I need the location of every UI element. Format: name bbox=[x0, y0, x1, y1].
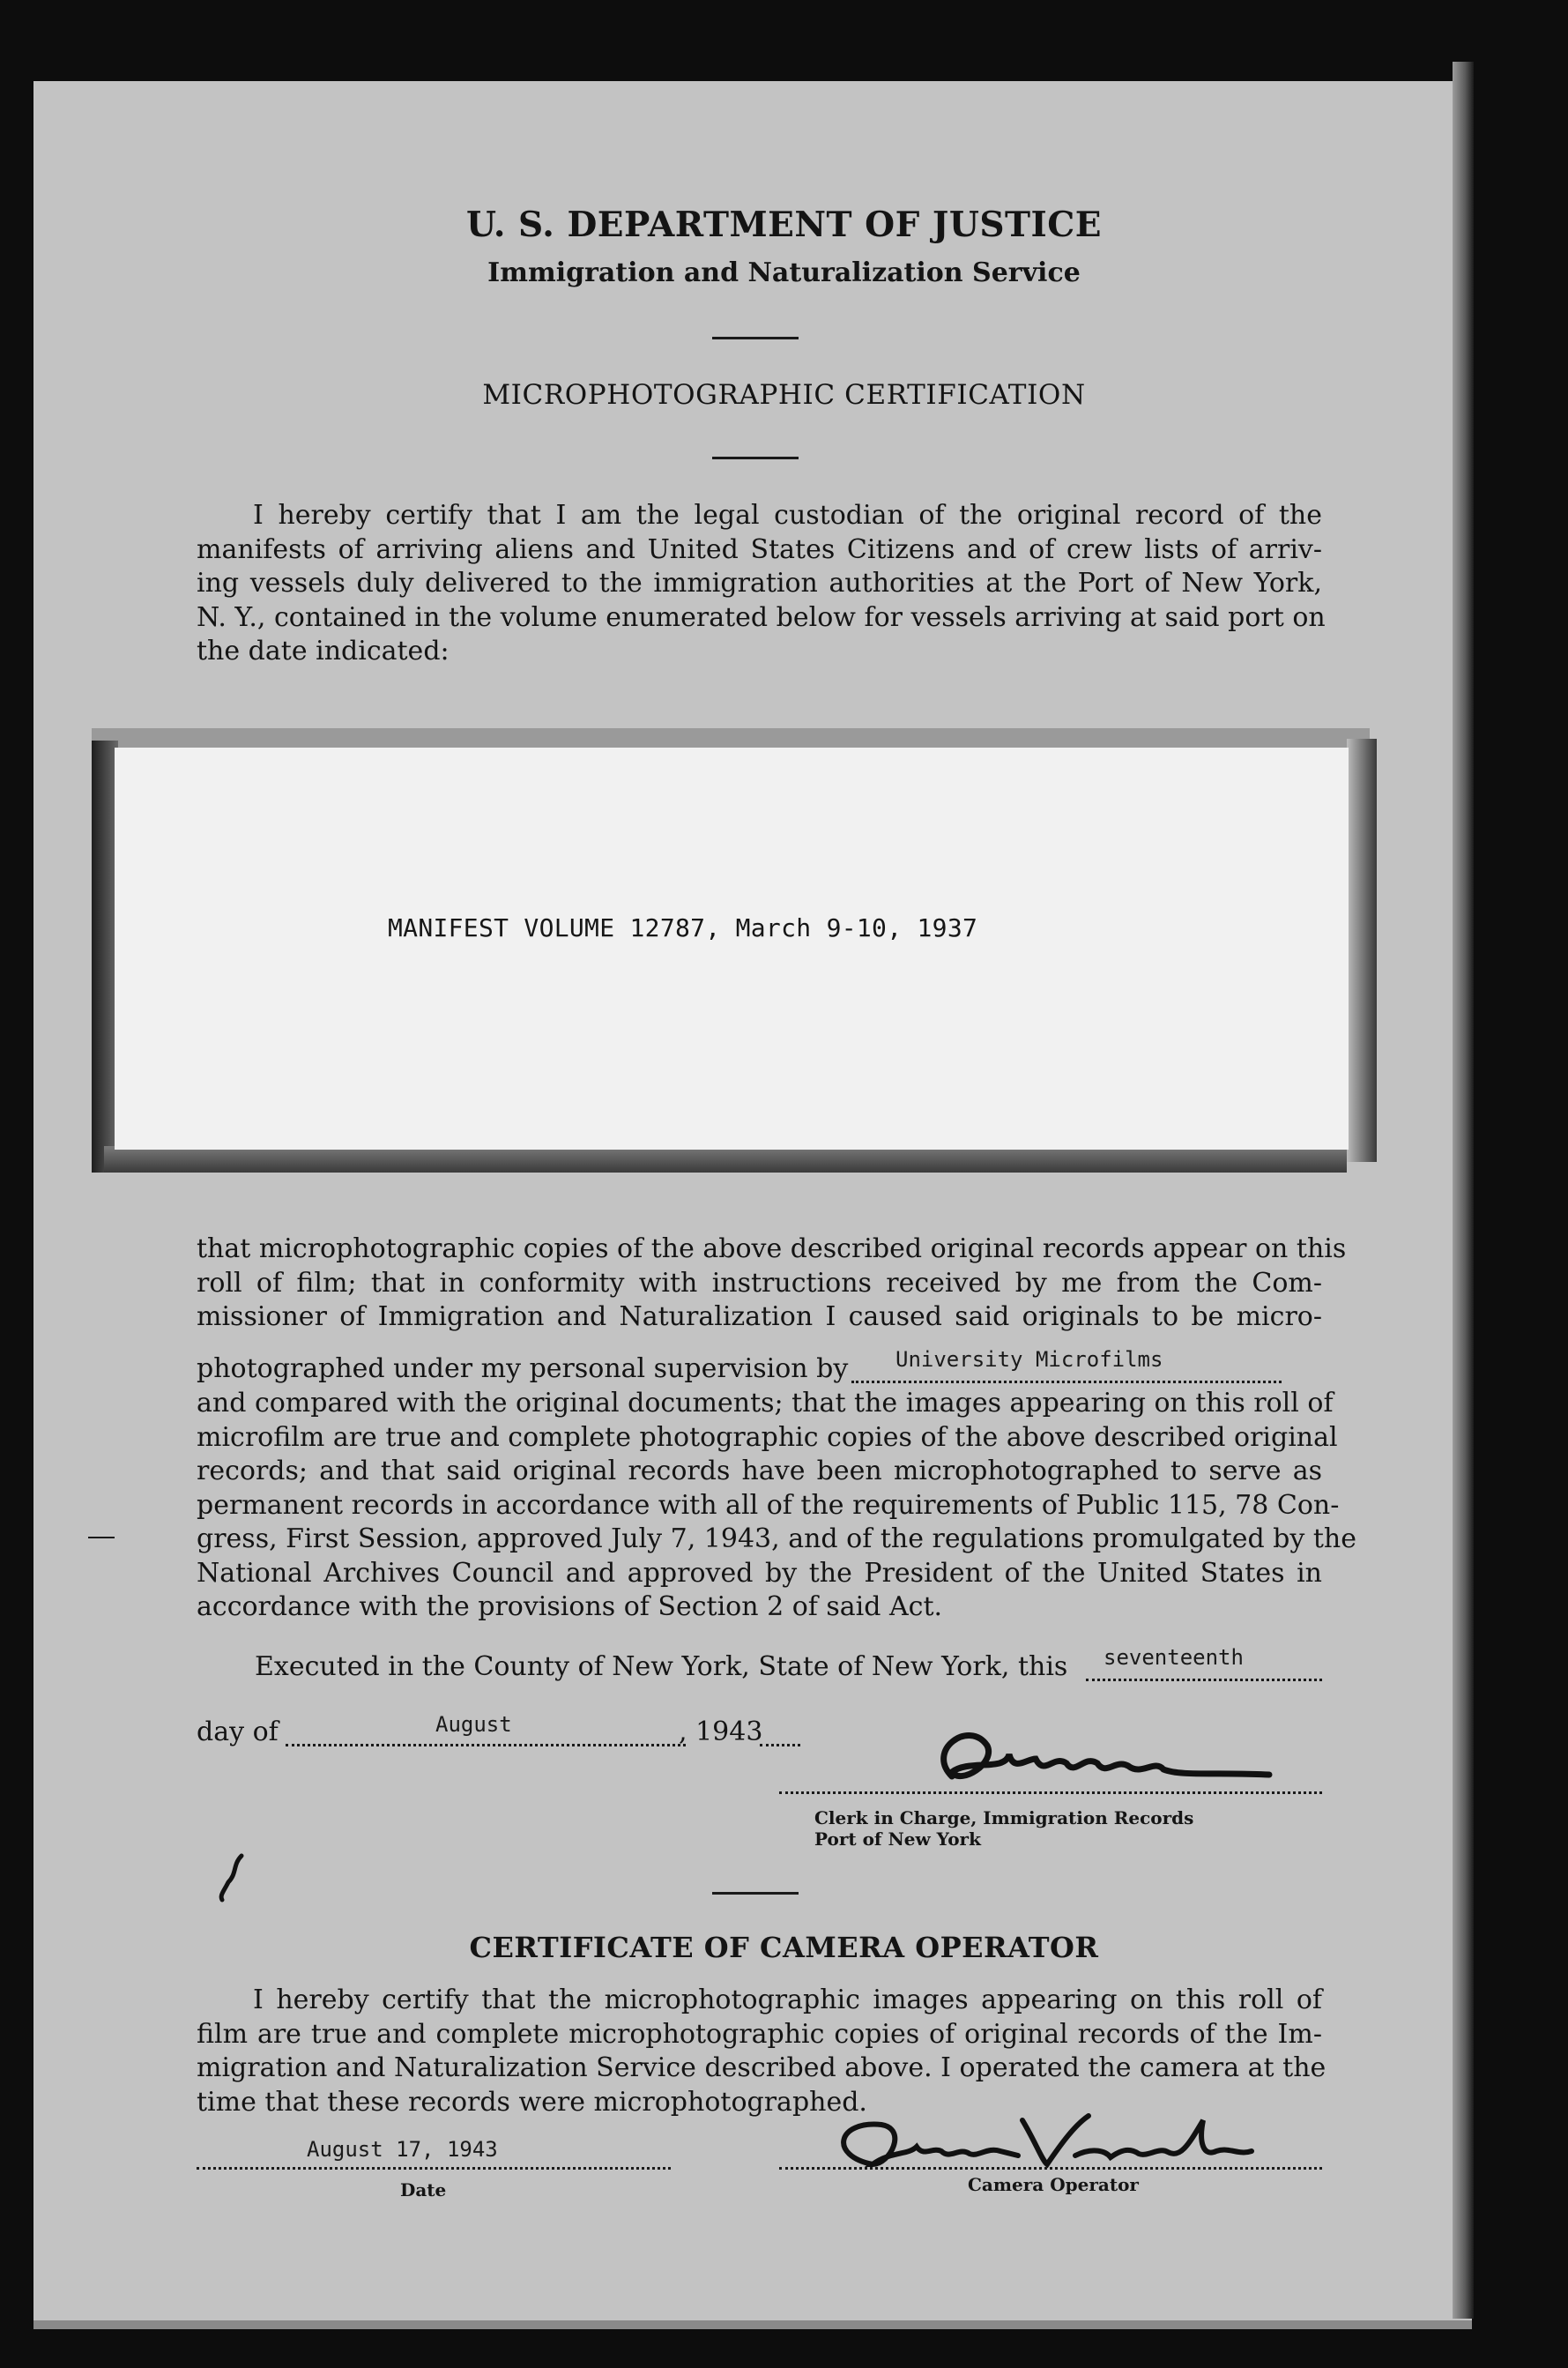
body-line: missioner of Immigration and Naturalization I caused said originals to be micro- bbox=[197, 1301, 1322, 1332]
slip-shadow bbox=[1347, 739, 1377, 1162]
body-line: and compared with the original documents; that the images appearing on this roll of bbox=[197, 1388, 1334, 1419]
certification-title: MICROPHOTOGRAPHIC CERTIFICATION bbox=[482, 379, 1086, 411]
body-line: gress, First Session, approved July 7, 1943, and of the regulations promulgated by the bbox=[197, 1523, 1357, 1554]
executed-line bbox=[255, 1650, 1067, 1685]
clerk-signature-line bbox=[779, 1791, 1322, 1794]
camera-certificate-heading: CERTIFICATE OF CAMERA OPERATOR bbox=[469, 1931, 1099, 1964]
day-value: seventeenth bbox=[1104, 1645, 1244, 1670]
body-line: records; and that said original records have been microphotographed to serve as bbox=[197, 1456, 1322, 1486]
intro-line: I hereby certify that I am the legal custodian of the original record of the bbox=[253, 500, 1322, 531]
divider bbox=[712, 337, 799, 339]
clerk-title-line1: Clerk in Charge, Immigration Records bbox=[814, 1807, 1194, 1828]
body-paragraph-b bbox=[197, 1387, 1357, 1625]
executed-text: Executed in the County of New York, State of New York, this bbox=[255, 1651, 1068, 1682]
manifest-volume-slip bbox=[115, 748, 1349, 1150]
intro-line: N. Y., contained in the volume enumerated below for vessels arriving at said port on bbox=[197, 601, 1326, 633]
body-line: permanent records in accordance with all of the requirements of Public 115, 78 Con- bbox=[197, 1489, 1340, 1521]
clerk-title-line2: Port of New York bbox=[814, 1828, 981, 1850]
manifest-volume-text: MANIFEST VOLUME 12787, March 9-10, 1937 bbox=[388, 913, 978, 942]
divider bbox=[712, 1892, 799, 1895]
page-bottom-edge bbox=[33, 2320, 1472, 2329]
operator-signature-line bbox=[779, 2167, 1322, 2170]
month-fill-line bbox=[286, 1744, 686, 1746]
camera-line: migration and Naturalization Service described above. I operated the camera at the bbox=[197, 2052, 1326, 2083]
date-label: Date bbox=[400, 2179, 447, 2200]
divider bbox=[712, 457, 799, 459]
year-text: , 1943 bbox=[679, 1716, 763, 1747]
intro-paragraph bbox=[197, 499, 1326, 669]
margin-mark bbox=[88, 1537, 115, 1538]
supervision-prefix: photographed under my personal supervision by bbox=[197, 1353, 849, 1384]
body-paragraph-a bbox=[197, 1232, 1347, 1335]
body-line: National Archives Council and approved by the President of the United States in bbox=[197, 1557, 1322, 1589]
date-line bbox=[197, 2167, 671, 2170]
body-line: roll of film; that in conformity with instructions received by me from the Com- bbox=[197, 1267, 1322, 1299]
agency-heading: U. S. DEPARTMENT OF JUSTICE bbox=[465, 205, 1103, 245]
day-fill-line bbox=[1086, 1679, 1322, 1681]
service-subheading: Immigration and Naturalization Service bbox=[487, 257, 1081, 288]
intro-line: ing vessels duly delivered to the immigration authorities at the Port of New York, bbox=[197, 568, 1322, 599]
slip-shadow bbox=[104, 1146, 1347, 1173]
pen-mark bbox=[215, 1851, 250, 1904]
body-line: that microphotographic copies of the above described original records appear on this bbox=[197, 1233, 1347, 1264]
body-line: microfilm are true and complete photographic copies of the above described original bbox=[197, 1421, 1338, 1453]
camera-line: film are true and complete microphotographic copies of original records of the Im- bbox=[197, 2018, 1322, 2050]
day-of-label: day of bbox=[197, 1716, 279, 1747]
camera-paragraph bbox=[197, 1984, 1326, 2119]
slip-shadow bbox=[92, 728, 1370, 748]
operator-label: Camera Operator bbox=[968, 2174, 1139, 2195]
supervisor-name: University Microfilms bbox=[895, 1347, 1163, 1372]
camera-line: I hereby certify that the microphotographic images appearing on this roll of bbox=[253, 1985, 1322, 2015]
intro-line: the date indicated: bbox=[197, 636, 450, 666]
year-fill-line bbox=[760, 1744, 800, 1746]
certificate-date-value: August 17, 1943 bbox=[307, 2137, 498, 2162]
body-line: accordance with the provisions of Section 2 of said Act. bbox=[197, 1591, 943, 1622]
camera-line: time that these records were microphotographed. bbox=[197, 2086, 867, 2118]
month-value: August bbox=[435, 1712, 512, 1737]
intro-line: manifests of arriving aliens and United States Citizens and of crew lists of arriv- bbox=[197, 533, 1322, 565]
supervisor-fill-line bbox=[851, 1381, 1282, 1383]
